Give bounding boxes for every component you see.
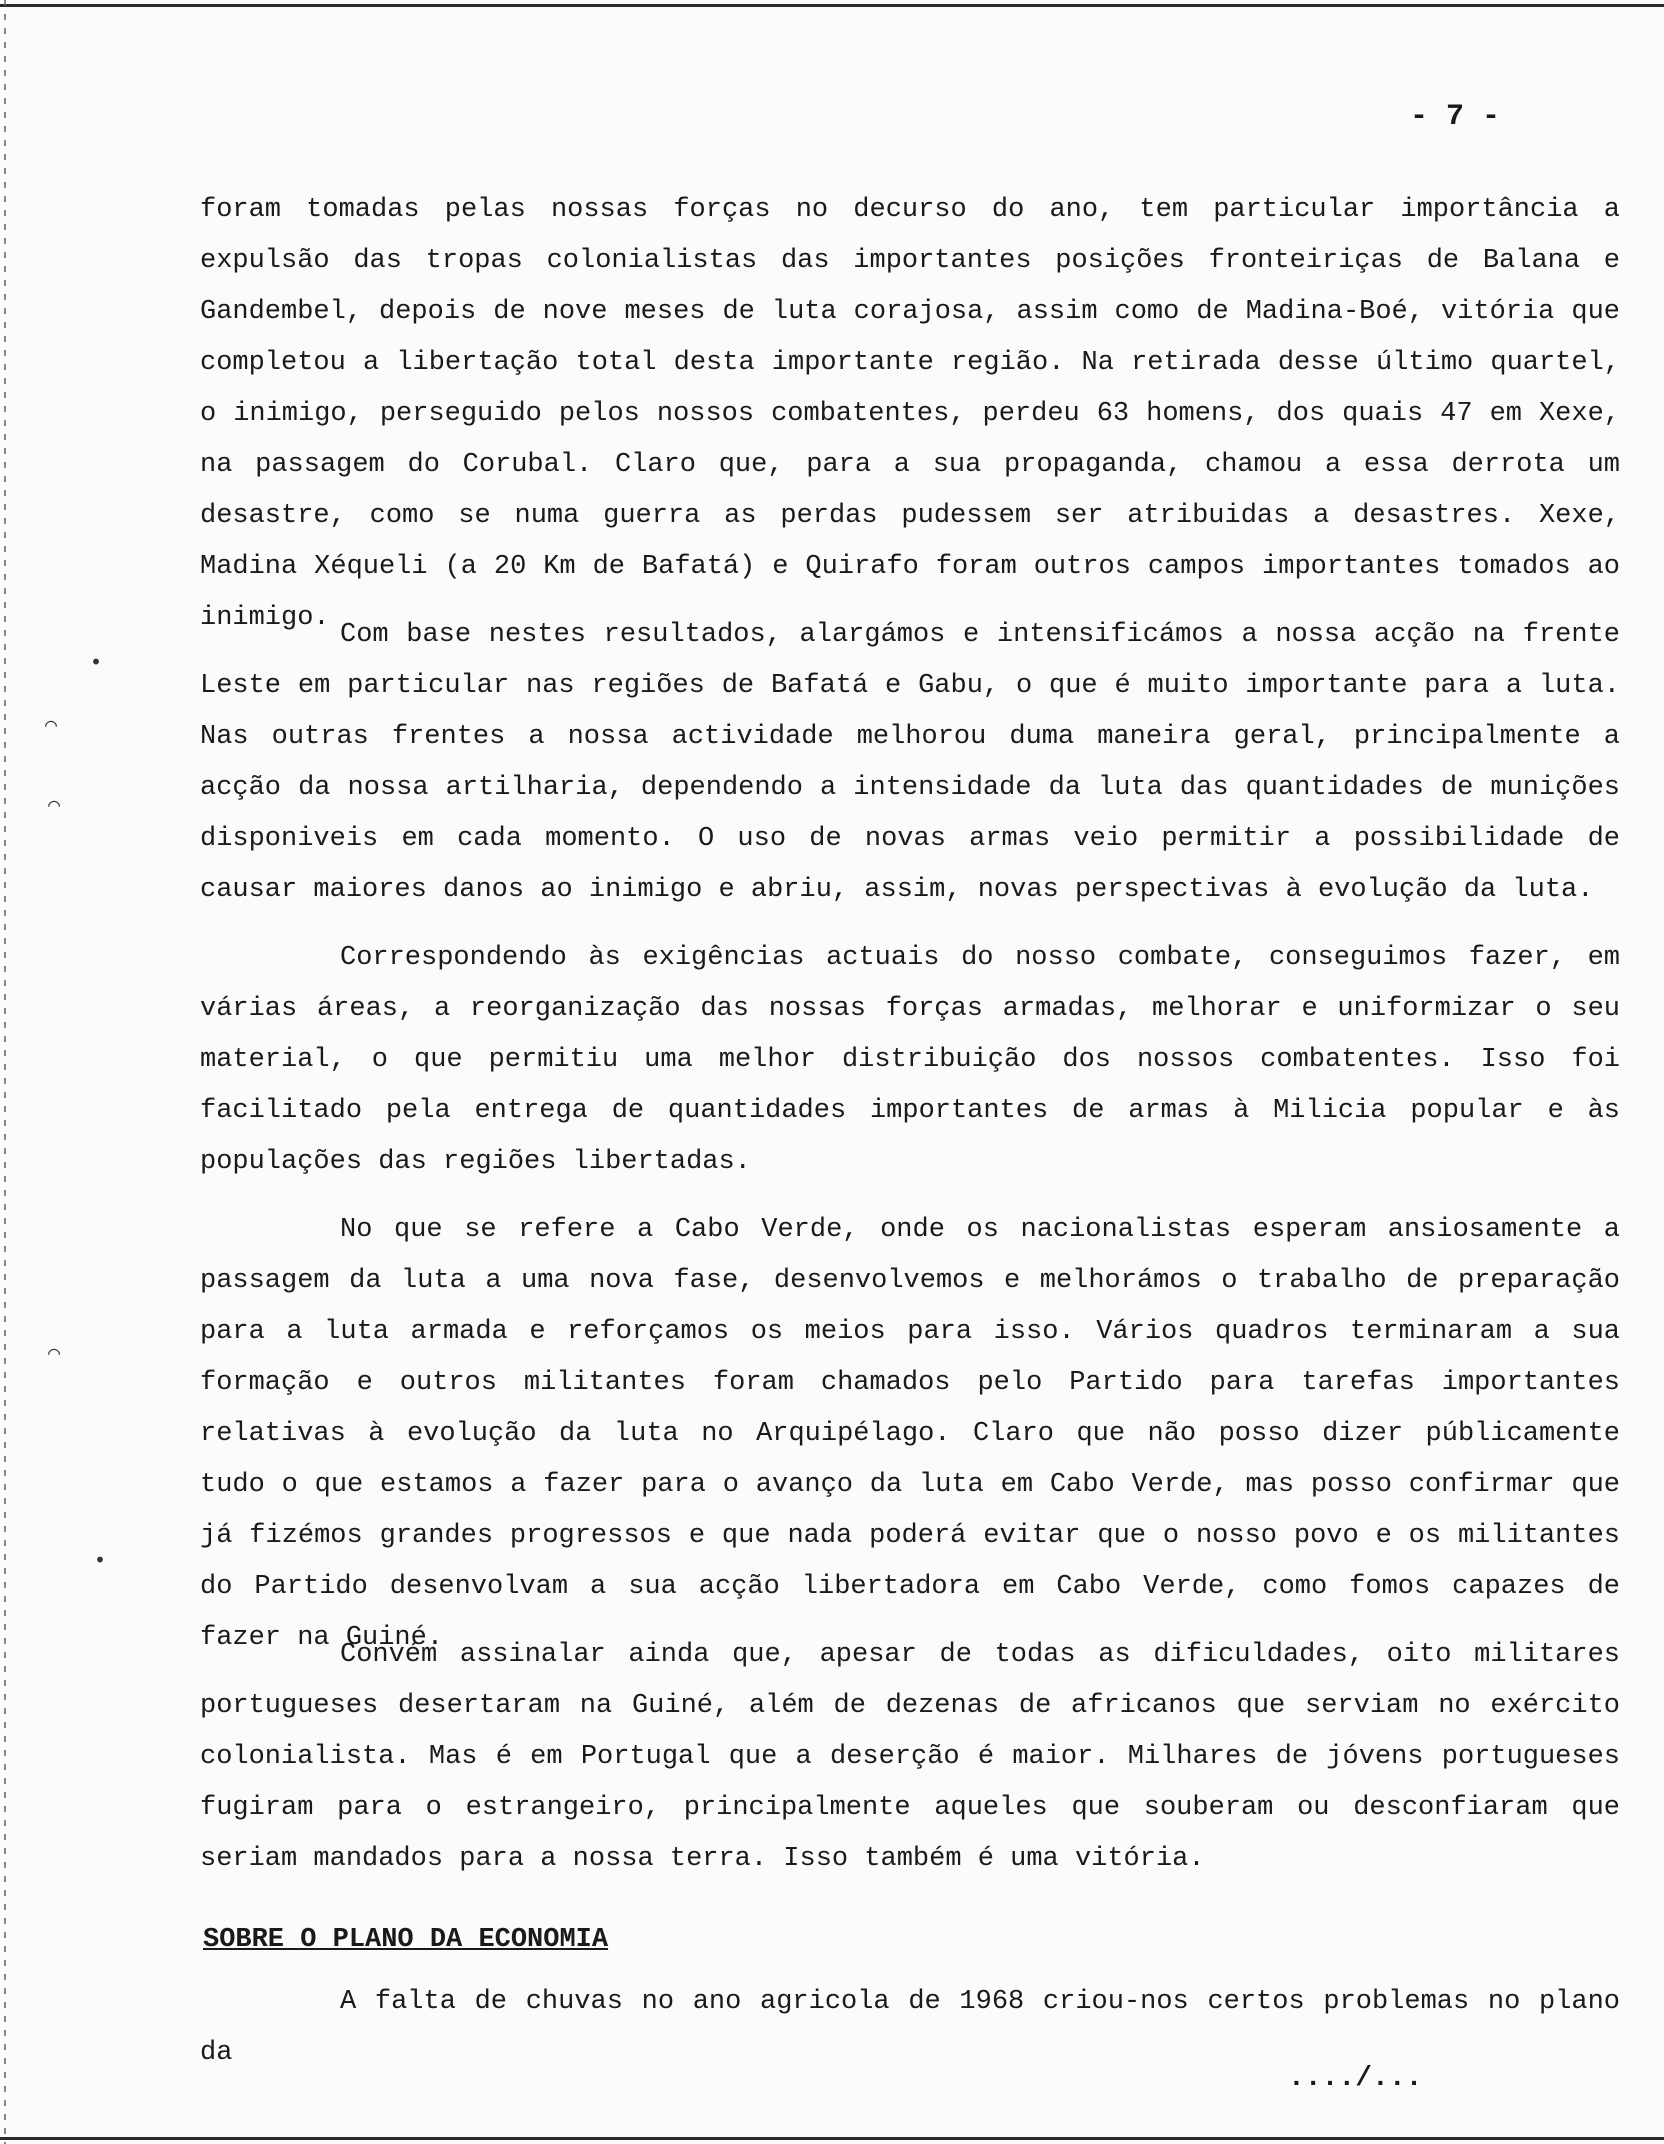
paragraph: foram tomadas pelas nossas forças no decurso do ano, tem particular importância a expulsão das tropas colonialistas das importantes posições fronteiriças de Balana e Gandembel, depois de nove meses de luta corajosa, assim como de Madina-Boé, vitória que completou a libertação total desta importante região. Na retirada desse último quartel, o inimigo, perseguido pelos nossos combatentes, perdeu 63 homens, dos quais 47 em Xexe, na passagem do Corubal. Claro que, para a sua propaganda, chamou a essa derrota um desastre, como se numa guerra as perdas pudessem ser atribuidas a desastres. Xexe, Madina Xéqueli (a 20 Km de Bafatá) e Quirafo foram outros campos importantes tomados ao inimigo. [200, 195, 1620, 633]
section-heading: SOBRE O PLANO DA ECONOMIA [203, 1925, 609, 1955]
continuation-marker: ..../... [1288, 2063, 1423, 2094]
paragraph: Correspondendo às exigências actuais do nosso combate, conseguimos fazer, em várias áreas, a reorganização das nossas forças armadas, melhorar e uniformizar o seu material, o que permitiu uma melhor distribuição dos nossos combatentes. Isso foi facilitado pela entrega de quantidades importantes de armas à Milicia popular e às populações das regiões libertadas. [200, 943, 1620, 1177]
scan-speck: ⌒ [48, 792, 61, 816]
section-paragraph: A falta de chuvas no ano agricola de 1968 criou-nos certos problemas no plano da [200, 1987, 1620, 2068]
scan-top-edge [0, 4, 1664, 7]
scan-speck: • [94, 1548, 107, 1572]
paragraph: Com base nestes resultados, alargámos e intensificámos a nossa acção na frente Leste em particular nas regiões de Bafatá e Gabu, o que é muito importante para a luta. Nas outras frentes a nossa actividade melhorou duma maneira geral, principalmente a acção da nossa artilharia, dependendo a intensidade da luta das quantidades de munições disponiveis em cada momento. O uso de novas armas veio permitir a possibilidade de causar maiores danos ao inimigo e abriu, assim, novas perspectivas à evolução da luta. [200, 620, 1620, 905]
scan-speck: ⌒ [45, 712, 58, 736]
paragraph: Convém assinalar ainda que, apesar de todas as dificuldades, oito militares portugueses desertaram na Guiné, além de dezenas de africanos que serviam no exército colonialista. Mas é em Portugal que a deserção é maior. Milhares de jóvens portugueses fugiram para o estrangeiro, principalmente aqueles que souberam ou desconfiaram que seriam mandados para a nossa terra. Isso também é uma vitória. [200, 1640, 1620, 1874]
scan-left-edge [4, 0, 6, 2144]
scan-speck: • [90, 650, 103, 674]
scan-speck: ⌒ [48, 1340, 61, 1364]
scan-bottom-edge [0, 2137, 1664, 2140]
page-number: - 7 - [1409, 100, 1500, 134]
paragraph: No que se refere a Cabo Verde, onde os nacionalistas esperam ansiosamente a passagem da luta a uma nova fase, desenvolvemos e melhorámos o trabalho de preparação para a luta armada e reforçamos os meios para isso. Vários quadros terminaram a sua formação e outros militantes foram chamados pelo Partido para tarefas importantes relativas à evolução da luta no Arquipélago. Claro que não posso dizer públicamente tudo o que estamos a fazer para o avanço da luta em Cabo Verde, mas posso confirmar que já fizémos grandes progressos e que nada poderá evitar que o nosso povo e os militantes do Partido desenvolvam a sua acção libertadora em Cabo Verde, como fomos capazes de fazer na Guiné. [200, 1215, 1620, 1653]
